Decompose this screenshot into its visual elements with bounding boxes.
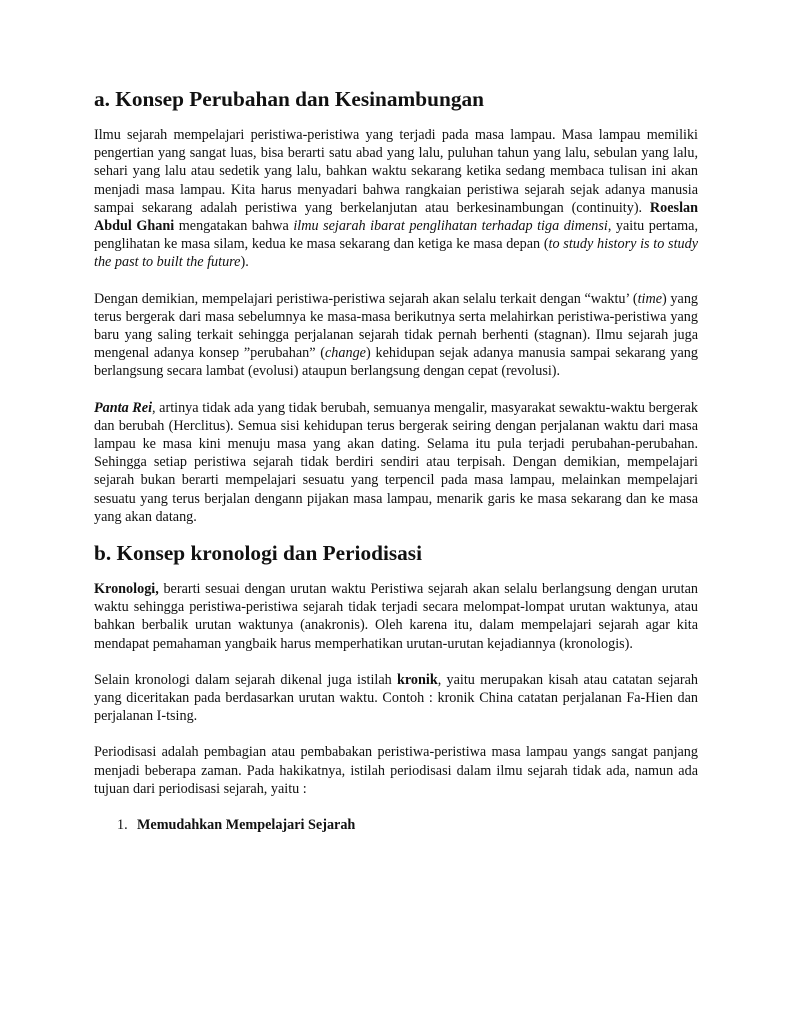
list-item-label: Memudahkan Mempelajari Sejarah [137,817,356,834]
text-run: ). [240,254,249,271]
section-a-paragraph-1 [94,126,698,272]
section-b-heading: b. Konsep kronologi dan Periodisasi [94,541,423,566]
section-a-heading: a. Konsep Perubahan dan Kesinambungan [94,87,484,111]
text-run: Periodisasi adalah pembagian atau pembabakan peristiwa-peristiwa masa lampau yangs sangat panjang menjadi beberapa zaman. Pada hakikatnya, istilah periodisasi dalam ilmu sejarah tidak ada, namun ada tujuan dari periodisasi sejarah, yaitu : [94,744,698,797]
bold-term: kronik [396,671,438,688]
document-page [94,87,699,834]
text-run: ) yang terus bergerak dari masa sebelumnya ke masa-masa berikutnya serta melahirkan peristiwa-peristiwa yang baru yang saling terkait sehingga perjalanan sejarah tidak pernah berhenti (stagnan). Ilmu sejarah juga mengenal adanya konsep ”perubahan” ( [94,290,699,362]
bold-term: Kronologi, [94,581,159,598]
text-run: Selain kronologi dalam sejarah dikenal juga istilah [94,671,397,688]
section-b-paragraph-3 [94,743,698,798]
section-a-paragraph-3 [94,399,698,526]
text-run: Ilmu sejarah mempelajari peristiwa-peristiwa yang terjadi pada masa lampau. Masa lampau memiliki pengertian yang sangat luas, bisa berarti satu abad yang lalu, puluhan tahun yang lalu, sebulan yang lalu, sehari yang lalu atau sedetik yang lalu, bahkan waktu sekarang ketika sedang membaca tulisan ini akan menjadi masa lampau. Kita harus menyadari bahwa rangkaian peristiwa sejarah sejak adanya manusia sampai sekarang adalah peristiwa yang berkelanjutan atau berkesinambungan (continuity). [94,127,698,216]
section-a-paragraph-2 [94,290,698,381]
text-run: , artinya tidak ada yang tidak berubah, semuanya mengalir, masyarakat sewaktu-waktu bergerak dan berubah (Herclitus). Semua sisi kehidupan terus bergerak seiring dengan perjalanan waktu dari masa lampau ke masa kini menuju masa yang akan dating. Selama itu pula terjadi perubahan-perubahan. Sehingga setiap peristiwa sejarah tidak berdiri sendiri atau terpisah. Dengan demikian, mempelajari sejarah bukan berarti mempelajari sesuatu yang terpencil pada masa lampau, melainkan mempelajari sesuatu yang terus berjalan dengann pijakan masa lampau, menarik garis ke masa sekarang dan ke masa yang akan datang. [94,399,698,525]
section-b-paragraph-2 [94,671,698,726]
text-run: , yaitu pertama, penglihatan ke masa silam, kedua ke masa sekarang dan ketiga ke masa depan ( [94,218,698,253]
bold-italic-term: Panta Rei [94,399,153,416]
text-run: , yaitu merupakan kisah atau catatan sejarah yang diceritakan pada berdasarkan urutan waktu. Contoh : kronik China catatan perjalanan Fa-Hien dan perjalanan I-tsing. [94,671,698,725]
text-run: berarti sesuai dengan urutan waktu Peristiwa sejarah akan selalu berlangsung dengan urutan waktu sehingga peristiwa-peristiwa sejarah tidak terjadi secara melompat-lompat urutan waktunya, atau bahkan berbalik urutan waktunya (anakronis). Oleh karena itu, dalam mempelajari sejarah agar kita mendapat pemahaman yangbaik harus memperhatikan urutan-urutan kejadiannya (kronologis). [94,581,698,652]
text-run: mengatakan bahwa [174,218,294,235]
bold-name: Roeslan Abdul Ghani [94,199,698,235]
italic-quote: to study history is to study the past to built the future [94,236,699,271]
text-run: Dengan demikian, mempelajari peristiwa-peristiwa sejarah akan selalu terkait dengan “waktu’ ( [94,290,638,307]
list-item [94,816,698,834]
italic-term: change [325,345,366,362]
italic-quote: ilmu sejarah ibarat penglihatan terhadap tiga dimensi [293,218,608,235]
list-number: 1. [117,817,128,834]
text-run: ) kehidupan sejak adanya manusia sampai sekarang yang berlangsung secara lambat (evolusi) ataupun berlangsung dengan cepat (revolusi). [94,345,698,380]
section-b-paragraph-1 [94,580,698,653]
italic-term: time [637,290,663,307]
